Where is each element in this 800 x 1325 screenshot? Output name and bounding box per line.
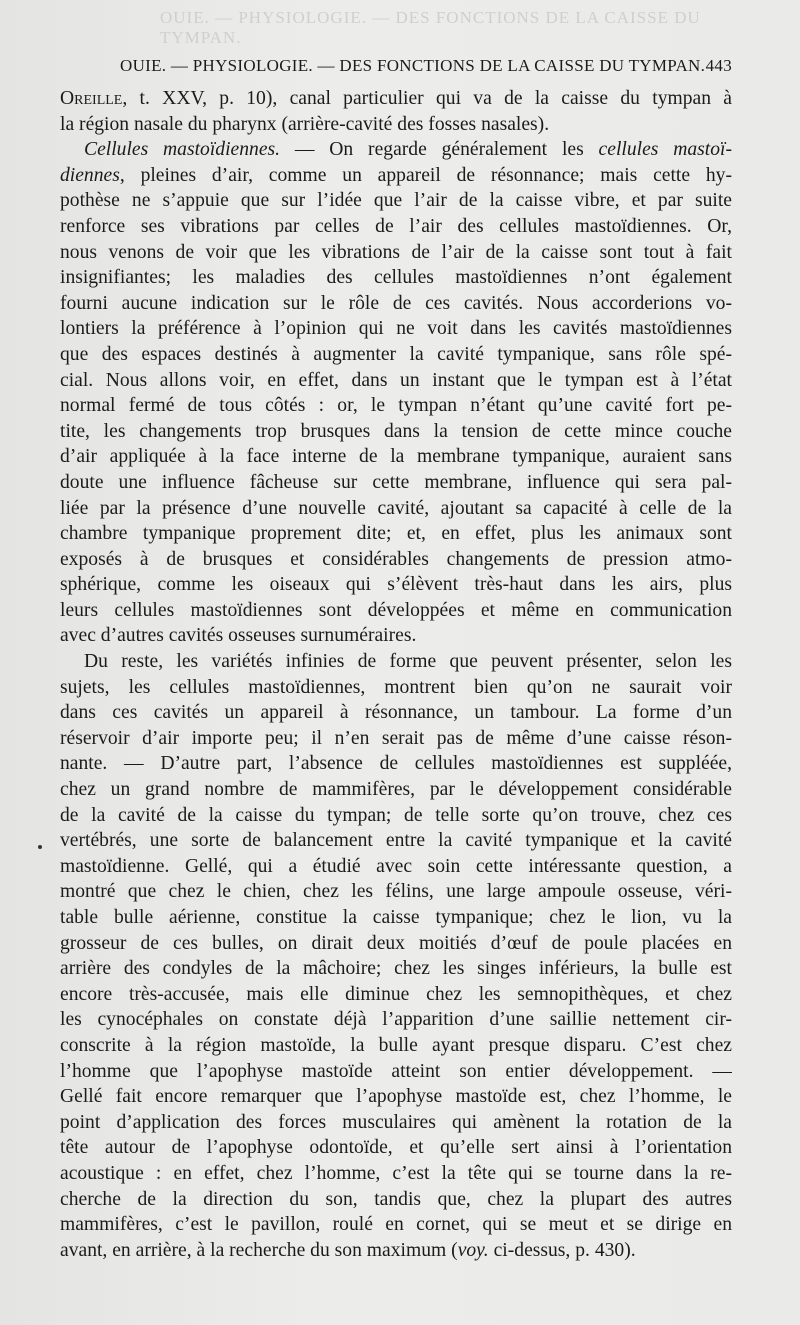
text-line: Cellules mastoïdiennes. — On regarde généralement les cellules mastoï- <box>84 139 732 161</box>
text-line: doute une influence fâcheuse sur cette membrane, influence qui sera pal- <box>60 471 732 493</box>
text-line: de la cavité de la caisse du tympan; de telle sorte qu’on trouve, chez ces <box>60 804 732 826</box>
text-line: mastoïdienne. Gellé, qui a étudié avec soin cette intéressante question, a <box>60 855 732 877</box>
text-line: fourni aucune indication sur le rôle de ces cavités. Nous accorderions vo- <box>60 292 732 314</box>
text-line: sphérique, comme les oiseaux qui s’élèvent très-haut dans les airs, plus <box>60 574 732 596</box>
text-line: que des espaces destinés à augmenter la cavité tympanique, sans rôle spé- <box>60 343 732 365</box>
margin-dot <box>38 845 42 849</box>
text-line: pothèse ne s’appuie que sur l’idée que l’air de la caisse vibre, et par suite <box>60 190 732 212</box>
text-line: dans ces cavités un appareil à résonnance, un tambour. La forme d’un <box>60 702 732 724</box>
text-line: mammifères, c’est le pavillon, roulé en cornet, qui se meut et se dirige en <box>60 1214 732 1236</box>
text-line: Oreille, t. XXV, p. 10), canal particulier qui va de la caisse du tympan à <box>60 88 732 109</box>
running-head: OUIE. — PHYSIOLOGIE. — DES FONCTIONS DE LA CAISSE DU TYMPAN. <box>120 56 706 75</box>
text-line: acoustique : en effet, chez l’homme, c’est la tête qui se tourne dans la re- <box>60 1162 732 1184</box>
text-line: exposés à de brusques et considérables changements de pression atmo- <box>60 548 732 570</box>
text-line: leurs cellules mastoïdiennes sont développées et même en communication <box>60 599 732 621</box>
text-line: vertébrés, une sorte de balancement entre la cavité tympanique et la cavité <box>60 830 732 852</box>
text-line: montré que chez le chien, chez les félins, une large ampoule osseuse, véri- <box>60 881 732 903</box>
text-line: liée par la présence d’une nouvelle cavité, ajoutant sa capacité à celle de la <box>60 497 732 519</box>
text-line: nante. — D’autre part, l’absence de cellules mastoïdiennes est suppléée, <box>60 753 732 775</box>
text-line: cial. Nous allons voir, en effet, dans un instant que le tympan est à l’état <box>60 369 732 391</box>
text-line: renforce ses vibrations par celles de l’air des cellules mastoïdiennes. Or, <box>60 215 732 237</box>
bleed-through-text: OUIE. — PHYSIOLOGIE. — DES FONCTIONS DE LA CAISSE DU TYMPAN. <box>160 8 701 47</box>
text-line: tête autour de l’apophyse odontoïde, et qu’elle sert ainsi à l’orientation <box>60 1137 732 1159</box>
text-line: table bulle aérienne, constitue la caisse tympanique; chez le lion, vu la <box>60 907 732 928</box>
text-line: réservoir d’air importe peu; il n’en serait pas de même d’une caisse réson- <box>60 727 732 749</box>
text-line: chambre tympanique proprement dite; et, en effet, plus les animaux sont <box>60 523 732 545</box>
text-line: lontiers la préférence à l’opinion qui ne voit dans les cavités mastoïdiennes <box>60 318 732 340</box>
text-line: grosseur de ces bulles, on dirait deux moitiés d’œuf de poule placées en <box>60 932 732 954</box>
page-number: 443 <box>705 56 732 75</box>
text-line: avec d’autres cavités osseuses surnuméraires. <box>60 625 417 647</box>
text-line: sujets, les cellules mastoïdiennes, montrent bien qu’on ne saurait voir <box>60 676 732 698</box>
text-line: d’air appliquée à la face interne de la membrane tympanique, auraient sans <box>60 446 732 468</box>
text-line: arrière des condyles de la mâchoire; chez les singes inférieurs, la bulle est <box>60 958 732 980</box>
text-line: Gellé fait encore remarquer que l’apophyse mastoïde est, chez l’homme, le <box>60 1086 732 1108</box>
page-header <box>60 56 732 80</box>
text-line: point d’application des forces musculaires qui amènent la rotation de la <box>60 1111 732 1133</box>
text-line: cherche de la direction du son, tandis que, chez la plupart des autres <box>60 1188 732 1210</box>
text-line: avant, en arrière, à la recherche du son maximum (voy. ci-dessus, p. 430). <box>60 1239 636 1261</box>
text-line: la région nasale du pharynx (arrière-cavité des fosses nasales). <box>60 113 550 135</box>
text-line: tite, les changements trop brusques dans la tension de cette mince couche <box>60 420 732 442</box>
text-line: normal fermé de tous côtés : or, le tympan n’étant qu’une cavité fort pe- <box>60 395 732 417</box>
text-line: Du reste, les variétés infinies de forme que peuvent présenter, selon les <box>84 651 732 673</box>
text-line: conscrite à la région mastoïde, la bulle ayant presque disparu. C’est chez <box>60 1034 732 1056</box>
text-line: les cynocéphales on constate déjà l’apparition d’une saillie nettement cir- <box>60 1009 732 1031</box>
text-line: diennes, pleines d’air, comme un appareil de résonnance; mais cette hy- <box>60 164 732 186</box>
text-line: l’homme que l’apophyse mastoïde atteint son entier développement. — <box>60 1060 732 1082</box>
text-line: nous venons de voir que les vibrations de l’air de la caisse sont tout à fait <box>60 241 732 263</box>
text-line: chez un grand nombre de mammifères, par le développement considérable <box>60 779 732 801</box>
text-line: insignifiantes; les maladies des cellules mastoïdiennes n’ont également <box>60 267 732 289</box>
text-line: encore très-accusée, mais elle diminue chez les semnopithèques, et chez <box>60 983 732 1005</box>
body-text <box>60 86 732 1263</box>
